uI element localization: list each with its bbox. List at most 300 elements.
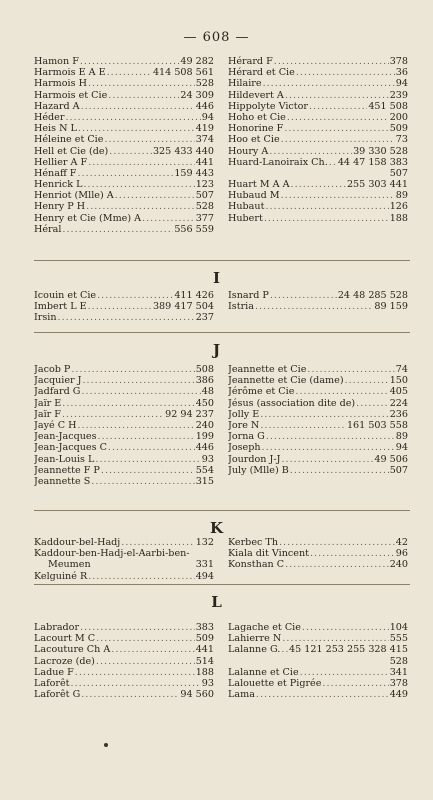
dot-leader (104, 134, 194, 145)
section-letter: J (212, 341, 221, 359)
entry-pages: 104 (389, 622, 408, 633)
dot-leader (285, 559, 389, 570)
dot-leader (96, 656, 195, 667)
entry-name: Lacouture Ch A (34, 644, 111, 656)
dot-leader (307, 364, 394, 375)
index-entry (34, 548, 214, 559)
dot-leader (88, 571, 195, 582)
index-entry (34, 67, 214, 78)
entry-name: Hubaut (228, 201, 265, 213)
entry-name: Hilaire (228, 78, 262, 90)
index-entry (34, 667, 214, 678)
left-column (34, 622, 214, 700)
dot-leader (329, 157, 337, 168)
entry-name: Kaddour-ben-Hadj-el-Aarbi-ben- (34, 548, 190, 560)
dot-leader (115, 190, 195, 201)
dot-leader (86, 201, 195, 212)
entry-pages: 441 (195, 156, 214, 168)
entry-pages: 450 (195, 397, 214, 409)
index-entry (228, 656, 408, 667)
entry-pages: 89 159 (374, 301, 408, 313)
entry-pages: 386 (195, 375, 214, 387)
entry-pages: 239 (389, 89, 408, 101)
dot-leader (262, 442, 395, 453)
dot-leader (269, 146, 352, 157)
index-entry (228, 537, 408, 548)
index-entry (228, 146, 408, 157)
dot-leader (287, 112, 389, 123)
entry-name: Jeannette et Cie (dame) (228, 375, 344, 387)
dot-leader (81, 689, 179, 700)
section-divider (34, 332, 410, 333)
dot-leader (96, 633, 195, 644)
entry-pages: 451 508 (368, 100, 408, 112)
index-entry (228, 559, 408, 570)
index-entry (34, 398, 214, 409)
dot-leader (263, 78, 395, 89)
dot-leader (284, 123, 388, 134)
entry-name: Lagache et Cie (228, 622, 301, 633)
entry-pages: 24 309 (180, 89, 214, 101)
entry-pages: 94 (395, 78, 408, 90)
index-entry (228, 213, 408, 224)
entry-pages: 93 (201, 453, 214, 465)
dot-leader (282, 633, 388, 644)
entry-name: Imbert L E (34, 301, 87, 313)
index-entry (34, 312, 214, 323)
entry-name: Lahierre N (228, 633, 282, 645)
entry-name: Jésus (association dite de) (228, 397, 356, 409)
entry-pages: 331 (195, 559, 214, 571)
entry-name: Joseph (228, 442, 261, 454)
index-entry (228, 67, 408, 78)
entry-name: Kelguiné R (34, 570, 88, 582)
dot-leader (108, 442, 195, 453)
index-entry (34, 213, 214, 224)
entry-name: Kaddour-bel-Hadj (34, 537, 121, 548)
entry-pages: 199 (195, 431, 214, 443)
index-entry (34, 101, 214, 112)
dot-leader (310, 548, 395, 559)
dot-leader (260, 409, 388, 420)
dot-leader (260, 420, 346, 431)
index-entry (34, 290, 214, 301)
entry-name: Henriot (Mlle) A (34, 190, 114, 202)
entry-name: Hamon F (34, 56, 79, 67)
index-entry (34, 537, 214, 548)
entry-pages: 528 (195, 201, 214, 213)
left-column (34, 537, 214, 582)
index-entry (228, 420, 408, 431)
index-entry (228, 364, 408, 375)
entry-name: Harmois E A E (34, 67, 106, 79)
dot-leader (264, 213, 389, 224)
entry-name: Henrick L (34, 179, 83, 191)
index-entry (34, 168, 214, 179)
dot-leader (88, 301, 152, 312)
entry-pages: 414 508 561 (152, 67, 214, 79)
entry-name: Icouin et Cie (34, 290, 97, 301)
dot-leader (81, 101, 195, 112)
entry-name: Henry P H (34, 201, 86, 213)
index-entry (228, 548, 408, 559)
entry-name: Jaïr E (34, 397, 62, 409)
index-entry (228, 633, 408, 644)
index-entry (34, 431, 214, 442)
entry-pages: 507 (389, 464, 408, 476)
index-entry (34, 386, 214, 397)
left-column (34, 290, 214, 324)
entry-pages: 224 (389, 397, 408, 409)
section-divider (34, 260, 410, 261)
entry-name: Lama (228, 689, 255, 701)
entry-pages: 556 559 (174, 223, 214, 235)
entry-name: Meumen (48, 559, 91, 571)
index-entry (34, 656, 214, 667)
entry-pages: 554 (195, 464, 214, 476)
entry-name: Lalouette et Pigrée (228, 677, 322, 689)
entry-name: Harmois H (34, 78, 87, 90)
index-entry (228, 398, 408, 409)
entry-pages: 237 (195, 312, 214, 324)
dot-leader (265, 201, 388, 212)
entry-pages: 325 433 440 (152, 145, 214, 157)
index-entry (34, 190, 214, 201)
index-entry (34, 420, 214, 431)
entry-pages: 507 (389, 167, 408, 179)
section-letter: L (211, 593, 222, 611)
dot-leader (62, 398, 194, 409)
dot-leader (62, 224, 173, 235)
entry-name: Héder (34, 111, 65, 123)
entry-name: Jaïr F (34, 408, 61, 420)
entry-pages: 374 (195, 134, 214, 146)
entry-name: Jean-Jacques C (34, 442, 107, 454)
entry-pages: 96 (395, 548, 408, 560)
index-entry (228, 409, 408, 420)
section-letter: K (209, 519, 224, 537)
ink-dot (104, 743, 108, 747)
entry-pages: 341 (389, 666, 408, 678)
right-column (228, 56, 408, 224)
entry-pages: 236 (389, 408, 408, 420)
entry-name: Henry et Cie (Mme) A (34, 212, 142, 224)
entry-name: Jore N (228, 419, 260, 431)
right-column (228, 622, 408, 700)
dot-leader (285, 90, 389, 101)
index-entry (34, 571, 214, 582)
entry-name: Hubert (228, 212, 263, 224)
entry-pages: 528 (389, 655, 408, 667)
index-entry (34, 633, 214, 644)
index-entry (228, 375, 408, 386)
entry-pages: 255 303 441 (346, 179, 408, 191)
entry-pages: 126 (389, 201, 408, 213)
entry-name: Lalanne G. (228, 644, 281, 656)
entry-pages: 446 (195, 100, 214, 112)
index-entry (228, 386, 408, 397)
entry-pages: 446 (195, 442, 214, 454)
index-entry (34, 465, 214, 476)
dot-leader (345, 375, 389, 386)
index-entry (34, 559, 214, 570)
dot-leader (300, 667, 389, 678)
index-entry (228, 123, 408, 134)
index-entry (228, 431, 408, 442)
entry-name: Hérard et Cie (228, 67, 295, 79)
entry-name: Jean-Louis L (34, 453, 95, 465)
entry-pages: 89 (395, 431, 408, 443)
dot-leader (77, 168, 173, 179)
entry-pages: 39 330 528 (353, 145, 408, 157)
entry-pages: 74 (395, 364, 408, 375)
entry-name: Laforêt (34, 677, 70, 689)
entry-name: Héral (34, 223, 62, 235)
dot-leader (281, 190, 395, 201)
entry-name: Huard-Lanoiraix Ch. (228, 156, 328, 168)
dot-leader (75, 667, 195, 678)
dot-leader (295, 386, 388, 397)
entry-name: Jeannette F P (34, 464, 100, 476)
index-entry (34, 476, 214, 487)
entry-name: Kiala dit Vincent (228, 548, 309, 560)
dot-leader (107, 67, 152, 78)
entry-pages: 89 (395, 190, 408, 202)
entry-pages: 507 (195, 190, 214, 202)
entry-name: Ladue F (34, 666, 74, 678)
dot-leader (142, 213, 195, 224)
left-column (34, 364, 214, 487)
dot-leader (266, 431, 395, 442)
dot-leader (80, 622, 195, 633)
entry-pages: 389 417 504 (152, 301, 214, 313)
entry-pages: 44 47 158 383 (337, 156, 408, 168)
entry-pages: 449 (389, 689, 408, 701)
right-column (228, 290, 408, 312)
index-entry (228, 442, 408, 453)
dot-leader (279, 537, 395, 548)
entry-name: July (Mlle) B (228, 464, 289, 476)
entry-name: Jacob P (34, 364, 71, 375)
entry-pages: 240 (195, 419, 214, 431)
entry-pages: 49 282 (180, 56, 214, 67)
page-number: — 608 — (183, 30, 250, 45)
entry-pages: 188 (389, 212, 408, 224)
entry-name: Labrador (34, 622, 80, 633)
index-entry (228, 454, 408, 465)
entry-pages: 123 (195, 179, 214, 191)
dot-leader (71, 364, 194, 375)
entry-pages: 509 (195, 633, 214, 645)
entry-name: Hellier A F (34, 156, 88, 168)
entry-name: Jean-Jacques (34, 431, 97, 443)
right-column (228, 537, 408, 571)
entry-name: Jérôme et Cie (228, 386, 295, 398)
entry-name: Huart M A A (228, 179, 290, 191)
entry-pages: 48 (201, 386, 214, 398)
index-entry (228, 644, 408, 655)
dot-leader (83, 375, 195, 386)
section-divider (34, 584, 410, 585)
index-entry (34, 678, 214, 689)
dot-leader (97, 290, 173, 301)
dot-leader (302, 622, 389, 633)
dot-leader (109, 146, 152, 157)
entry-pages: 509 (389, 123, 408, 135)
entry-pages: 378 (389, 677, 408, 689)
index-entry (34, 112, 214, 123)
dot-leader (98, 431, 195, 442)
dot-leader (80, 56, 180, 67)
dot-leader (88, 78, 195, 89)
entry-pages: 73 (395, 134, 408, 146)
dot-leader (121, 537, 194, 548)
entry-pages: 411 426 (174, 290, 214, 301)
entry-pages: 159 443 (174, 167, 214, 179)
index-entry (228, 622, 408, 633)
entry-name: Hérard F (228, 56, 273, 67)
entry-name: Jourdon J-J (228, 453, 281, 465)
entry-pages: 94 (395, 442, 408, 454)
dot-leader (101, 465, 195, 476)
entry-pages: 383 (195, 622, 214, 633)
dot-leader (65, 112, 200, 123)
entry-pages: 188 (195, 666, 214, 678)
entry-name: Istria (228, 301, 254, 313)
index-entry (228, 465, 408, 476)
entry-name: Konsthan C (228, 559, 285, 571)
left-column (34, 56, 214, 235)
entry-name: Hell et Cie (de) (34, 145, 109, 157)
dot-leader (281, 454, 373, 465)
entry-name: Hildevert A (228, 89, 284, 101)
entry-name: Hoho et Cie (228, 111, 286, 123)
index-entry (34, 134, 214, 145)
index-entry (34, 622, 214, 633)
entry-name: Jeannette S (34, 475, 91, 487)
entry-name: Isnard P (228, 290, 269, 301)
index-entry (228, 201, 408, 212)
entry-name: Houry A (228, 145, 269, 157)
entry-pages: 514 (195, 655, 214, 667)
entry-pages: 441 (195, 644, 214, 656)
index-entry (228, 689, 408, 700)
dot-leader (58, 312, 195, 323)
entry-name: Lacroze (de) (34, 655, 95, 667)
dot-leader (322, 678, 388, 689)
entry-name: Jadfard G (34, 386, 81, 398)
dot-leader (77, 420, 194, 431)
entry-pages: 94 560 (180, 689, 214, 701)
section-letter: I (212, 269, 221, 287)
index-entry (228, 134, 408, 145)
entry-name: Harmois et Cie (34, 89, 108, 101)
section-divider (34, 510, 410, 511)
index-entry (228, 157, 408, 168)
entry-name: Heis N L (34, 123, 77, 135)
entry-name: Hénaff F (34, 167, 77, 179)
entry-name: Irsin (34, 312, 57, 324)
entry-pages: 315 (195, 475, 214, 487)
dot-leader (62, 409, 164, 420)
entry-pages: 200 (389, 111, 408, 123)
dot-leader (83, 179, 194, 190)
entry-name: Jacquier J (34, 375, 82, 387)
entry-pages: 93 (201, 677, 214, 689)
entry-name: Lalanne et Cie (228, 666, 299, 678)
index-entry (34, 56, 214, 67)
dot-leader (281, 134, 395, 145)
entry-name: Hubaud M (228, 190, 280, 202)
index-entry (34, 454, 214, 465)
dot-leader (296, 67, 395, 78)
index-entry (34, 146, 214, 157)
index-entry (34, 442, 214, 453)
index-entry (228, 56, 408, 67)
entry-pages: 36 (395, 67, 408, 79)
entry-pages: 494 (195, 570, 214, 582)
index-entry (34, 179, 214, 190)
index-entry (34, 689, 214, 700)
index-entry (228, 678, 408, 689)
dot-leader (290, 465, 389, 476)
dot-leader (88, 157, 194, 168)
index-entry (228, 90, 408, 101)
dot-leader (270, 290, 337, 301)
dot-leader (255, 301, 373, 312)
dot-leader (274, 56, 389, 67)
dot-leader (356, 398, 389, 409)
entry-pages: 94 (201, 111, 214, 123)
index-entry (34, 201, 214, 212)
entry-pages: 132 (195, 537, 214, 548)
index-entry (228, 301, 408, 312)
index-entry (228, 179, 408, 190)
entry-name: Laforêt G (34, 689, 81, 701)
index-entry (228, 78, 408, 89)
dot-leader (71, 678, 201, 689)
entry-name: Héleine et Cie (34, 134, 104, 146)
index-entry (34, 157, 214, 168)
entry-name: Hippolyte Victor (228, 100, 308, 112)
index-entry (34, 78, 214, 89)
entry-pages: 378 (389, 56, 408, 67)
index-entry (228, 168, 408, 179)
entry-pages: 42 (395, 537, 408, 548)
entry-pages: 240 (389, 559, 408, 571)
index-entry (34, 375, 214, 386)
entry-pages: 49 506 (374, 453, 408, 465)
dot-leader (256, 689, 389, 700)
entry-name: Hoo et Cie (228, 134, 280, 146)
entry-pages: 405 (389, 386, 408, 398)
entry-pages: 419 (195, 123, 214, 135)
index-entry (34, 90, 214, 101)
entry-name: Kerbec Th (228, 537, 278, 548)
dot-leader (309, 101, 367, 112)
entry-pages: 92 94 237 (165, 408, 214, 420)
index-entry (34, 123, 214, 134)
dot-leader (95, 454, 200, 465)
index-entry (228, 667, 408, 678)
index-entry (34, 409, 214, 420)
entry-pages: 555 (389, 633, 408, 645)
entry-pages: 45 121 253 255 328 415 (288, 644, 408, 656)
dot-leader (91, 476, 194, 487)
dot-leader (81, 386, 200, 397)
index-entry (34, 644, 214, 655)
index-entry (228, 101, 408, 112)
